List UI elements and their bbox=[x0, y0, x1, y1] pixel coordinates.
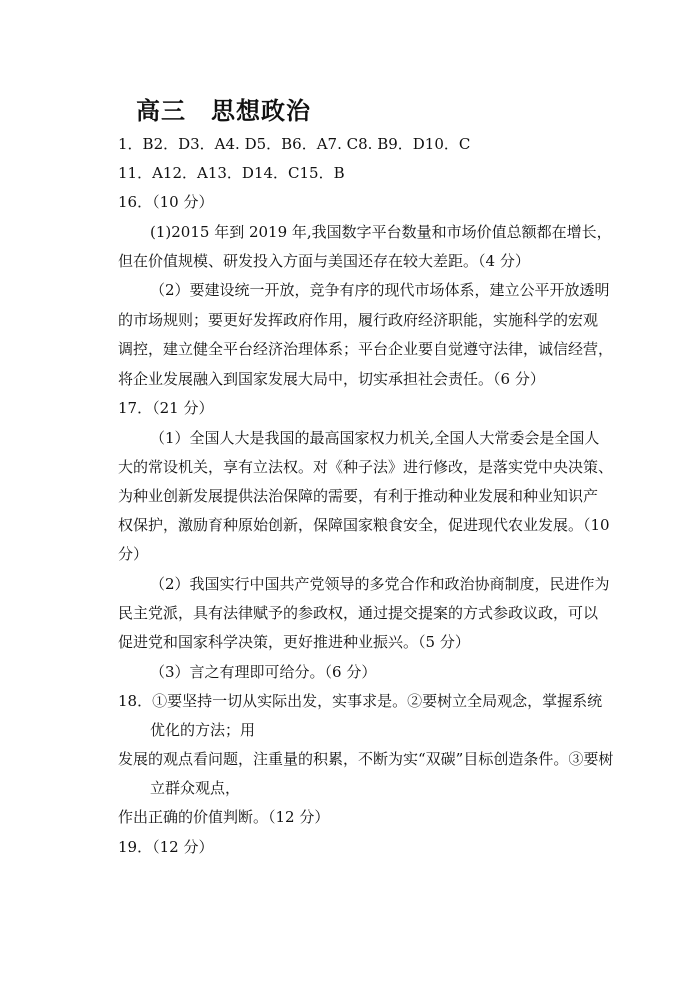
question-16-heading: 16．（10 分） bbox=[118, 193, 214, 211]
answer-line-1-10: 1．B2．D3．A4. D5．B6．A7. C8. B9．D10．C bbox=[118, 135, 471, 153]
question-18-line5: 作出正确的价值判断。（12 分） bbox=[118, 808, 330, 826]
q17-part2-line1: （2）我国实行中国共产党领导的多党合作和政治协商制度，民进作为 bbox=[150, 575, 610, 593]
q17-part1-line3: 为种业创新发展提供法治保障的需要，有利于推动种业发展和种业知识产 bbox=[118, 487, 599, 505]
q17-part3-line: （3）言之有理即可给分。（6 分） bbox=[150, 663, 377, 681]
q16-part2-line3: 调控，建立健全平台经济治理体系；平台企业要自觉遵守法律，诚信经营， bbox=[118, 340, 614, 358]
q17-part2-line3: 促进党和国家科学决策，更好推进种业振兴。（5 分） bbox=[118, 633, 470, 651]
q16-part2-line1: （2）要建设统一开放，竞争有序的现代市场体系，建立公平开放透明 bbox=[150, 281, 610, 299]
question-18-line2: 优化的方法；用 bbox=[150, 721, 256, 739]
q16-part2-line2: 的市场规则；要更好发挥政府作用，履行政府经济职能，实施科学的宏观 bbox=[118, 311, 599, 329]
question-19-heading: 19．（12 分） bbox=[118, 838, 214, 856]
q17-part1-line5: 分） bbox=[118, 545, 149, 563]
q16-part2-line4: 将企业发展融入到国家发展大局中，切实承担社会责任。（6 分） bbox=[118, 370, 545, 388]
question-18-line1: 18．①要坚持一切从实际出发，实事求是。②要树立全局观念，掌握系统 bbox=[118, 692, 603, 710]
q17-part1-line4: 权保护，激励育种原始创新，保障国家粮食安全，促进现代农业发展。（10 bbox=[118, 516, 610, 534]
q16-part1-line1: (1)2015 年到 2019 年,我国数字平台数量和市场价值总额都在增长， bbox=[150, 223, 612, 241]
question-18-line4: 立群众观点， bbox=[150, 779, 241, 797]
q17-part1-line2: 大的常设机关，享有立法权。对《种子法》进行修改，是落实党中央决策、 bbox=[118, 458, 614, 476]
answer-line-11-15: 11．A12．A13．D14．C15．B bbox=[118, 164, 345, 182]
q17-part1-line1: （1）全国人大是我国的最高国家权力机关,全国人大常委会是全国人 bbox=[150, 429, 600, 447]
page-title: 高三 思想政治 bbox=[136, 96, 311, 125]
q16-part1-line2: 但在价值规模、研发投入方面与美国还存在较大差距。（4 分） bbox=[118, 252, 530, 270]
question-17-heading: 17．（21 分） bbox=[118, 399, 214, 417]
question-18-line3: 发展的观点看问题，注重量的积累，不断为实“双碳”目标创造条件。③要树 bbox=[118, 750, 614, 768]
q17-part2-line2: 民主党派，具有法律赋予的参政权，通过提交提案的方式参政议政，可以 bbox=[118, 604, 599, 622]
